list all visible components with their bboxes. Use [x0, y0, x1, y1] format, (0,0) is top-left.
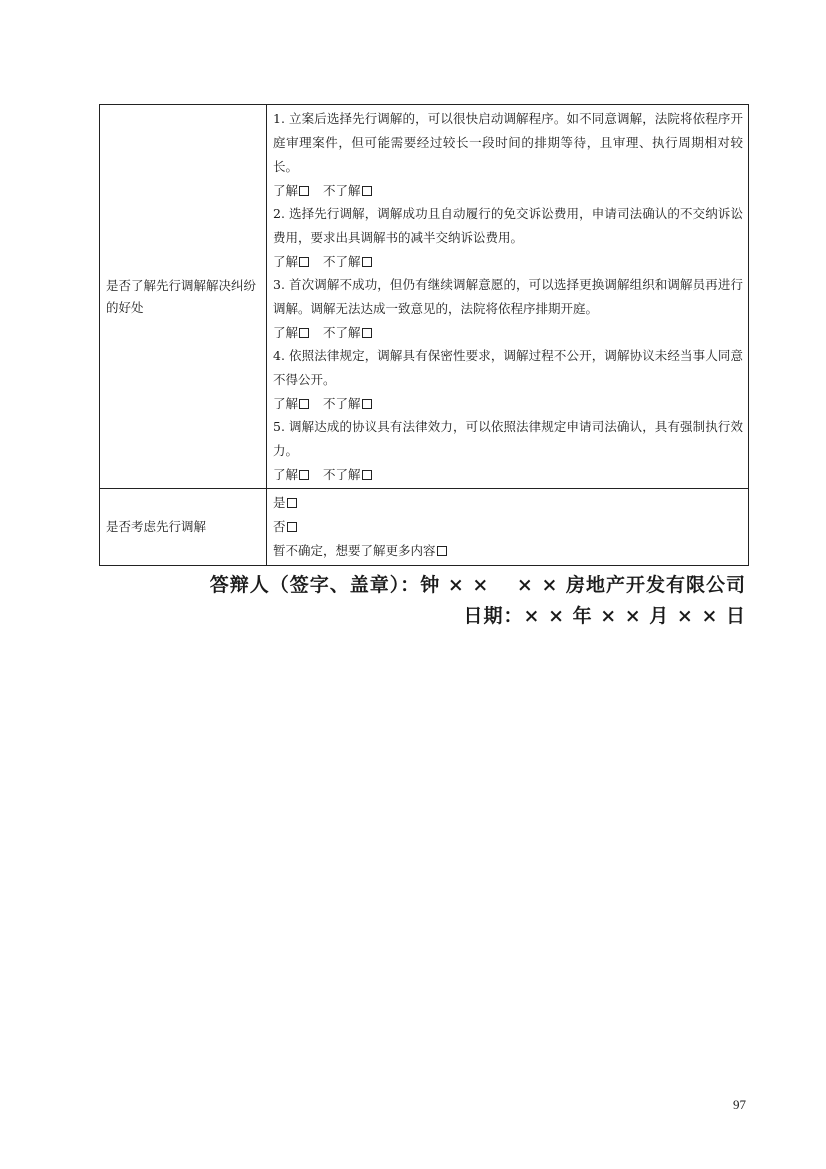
checkbox-know[interactable] [299, 257, 309, 267]
option-know-label: 了解 [273, 183, 299, 198]
option-not-know-label: 不了解 [323, 396, 361, 411]
option-know-label: 了解 [273, 467, 299, 482]
benefit-options [273, 321, 743, 344]
benefit-item-2 [273, 202, 743, 273]
benefits-content [267, 105, 749, 489]
option-know-label: 了解 [273, 325, 299, 340]
checkbox-yes[interactable] [287, 498, 297, 508]
benefit-options [273, 250, 743, 273]
option-no-label: 否 [273, 519, 286, 534]
checkbox-not-know[interactable] [362, 186, 372, 196]
benefit-options [273, 179, 743, 202]
page-number: 97 [733, 1097, 746, 1112]
respondent-signature [210, 570, 746, 597]
row-label-consider: 是否考虑先行调解 [100, 489, 267, 566]
benefit-text: 1. 立案后选择先行调解的，可以很快启动调解程序。如不同意调解，法院将依程序开庭审理案件，但可能需要经过较长一段时间的排期等待，且审理、执行周期相对较长。 [273, 111, 743, 174]
checkbox-unsure[interactable] [437, 546, 447, 556]
signature-label: 答辩人（签字、盖章）： [209, 574, 421, 596]
date-line [464, 601, 746, 628]
benefit-item-1 [273, 107, 743, 202]
signature-value: 钟 × × × × 房地产开发有限公司 [420, 574, 746, 596]
benefit-options [273, 392, 743, 415]
option-not-know-label: 不了解 [323, 467, 361, 482]
date-value: × × 年 × × 月 × × 日 [523, 605, 746, 627]
checkbox-know[interactable] [299, 470, 309, 480]
checkbox-know[interactable] [299, 328, 309, 338]
option-unsure [273, 539, 743, 563]
benefit-options [273, 463, 743, 486]
checkbox-know[interactable] [299, 186, 309, 196]
benefit-item-4 [273, 344, 743, 415]
benefit-item-5 [273, 415, 743, 486]
checkbox-not-know[interactable] [362, 257, 372, 267]
option-yes-label: 是 [273, 495, 286, 510]
table-row [100, 105, 749, 489]
benefit-text: 2. 选择先行调解，调解成功且自动履行的免交诉讼费用，申请司法确认的不交纳诉讼费用，要求出具调解书的减半交纳诉讼费用。 [273, 206, 743, 245]
date-label: 日期： [463, 605, 524, 627]
option-know-label: 了解 [273, 254, 299, 269]
benefit-text: 4. 依照法律规定，调解具有保密性要求，调解过程不公开，调解协议未经当事人同意不得公开。 [273, 348, 743, 387]
checkbox-not-know[interactable] [362, 399, 372, 409]
benefit-text: 5. 调解达成的协议具有法律效力，可以依照法律规定申请司法确认，具有强制执行效力。 [273, 419, 743, 458]
checkbox-know[interactable] [299, 399, 309, 409]
mediation-questionnaire-table [99, 104, 749, 566]
benefit-item-3 [273, 273, 743, 344]
table-row [100, 489, 749, 566]
checkbox-not-know[interactable] [362, 328, 372, 338]
option-unsure-label: 暂不确定，想要了解更多内容 [273, 543, 436, 558]
option-not-know-label: 不了解 [323, 183, 361, 198]
consider-content [267, 489, 749, 566]
benefit-text: 3. 首次调解不成功，但仍有继续调解意愿的，可以选择更换调解组织和调解员再进行调解。调解无法达成一致意见的，法院将依程序排期开庭。 [273, 277, 743, 316]
checkbox-not-know[interactable] [362, 470, 372, 480]
option-not-know-label: 不了解 [323, 254, 361, 269]
option-know-label: 了解 [273, 396, 299, 411]
row-label-benefits: 是否了解先行调解解决纠纷的好处 [100, 105, 267, 489]
option-not-know-label: 不了解 [323, 325, 361, 340]
checkbox-no[interactable] [287, 522, 297, 532]
option-yes [273, 491, 743, 515]
option-no [273, 515, 743, 539]
